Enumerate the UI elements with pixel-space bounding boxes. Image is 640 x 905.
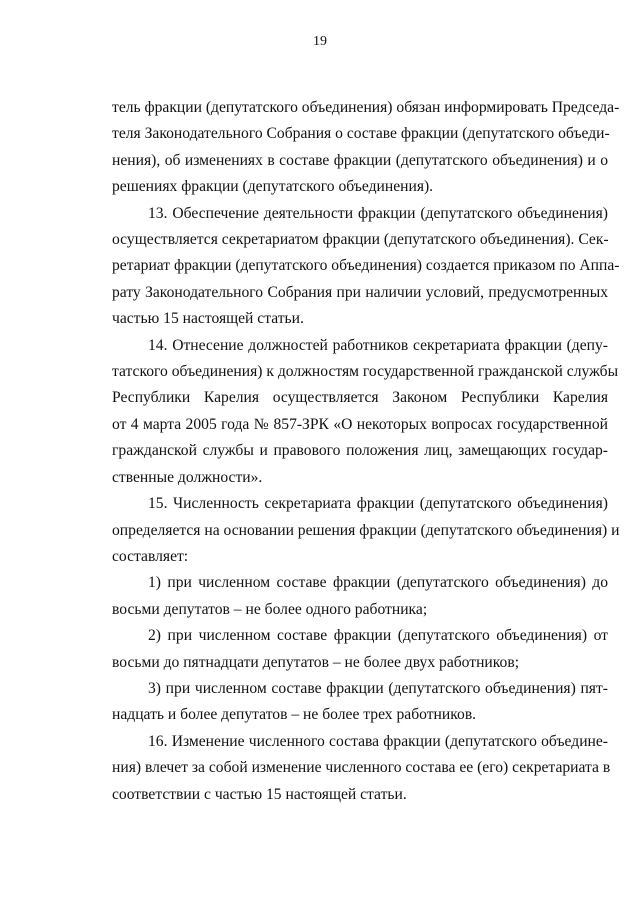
paragraph (112, 333, 619, 491)
paragraph (112, 729, 611, 808)
text-line: рату Законодательного Собрания при наличии условий, предусмотренных (112, 283, 608, 301)
text-line: 2) при численном составе фракции (депутатского объединения) от (148, 627, 608, 645)
text-line: 16. Изменение численного состава фракции (депутатского объедине- (148, 732, 608, 750)
text-line: 13. Обеспечение деятельности фракции (депутатского объединения) (148, 204, 608, 222)
text-line: осуществляется секретариатом фракции (депутатского объединения). Сек- (112, 231, 609, 249)
text-line: от 4 марта 2005 года № 857-ЗРК «О некоторых вопросах государственной (112, 415, 608, 433)
paragraph (112, 201, 620, 333)
text-line: ственные должности». (112, 468, 263, 486)
text-line: 14. Отнесение должностей работников секретариата фракции (депу- (148, 336, 608, 354)
text-line: восьми депутатов – не более одного работника; (112, 600, 428, 618)
text-line: 3) при численном составе фракции (депутатского объединения) пят- (148, 679, 608, 697)
text-line: ния) влечет за собой изменение численного состава ее (его) секретариата в (112, 759, 611, 777)
paragraph (112, 95, 620, 201)
text-line: 15. Численность секретариата фракции (депутатского объединения) (148, 495, 608, 513)
paragraph (112, 491, 620, 570)
text-line: восьми до пятнадцати депутатов – не более двух работников; (112, 653, 520, 671)
text-line: теля Законодательного Собрания о составе фракции (депутатского объеди- (112, 125, 610, 143)
text-line: частью 15 настоящей статьи. (112, 310, 304, 328)
text-line: соответствии с частью 15 настоящей статьи. (112, 785, 407, 803)
text-line: определяется на основании решения фракции (депутатского объединения) и (112, 521, 620, 539)
paragraph (112, 623, 608, 676)
text-line: составляет: (112, 547, 189, 565)
page-number: 19 (313, 34, 327, 49)
text-line: решениях фракции (депутатского объединения). (112, 178, 434, 196)
text-line: надцать и более депутатов – не более трех работников. (112, 706, 477, 724)
document-body (112, 95, 620, 808)
text-line: татского объединения) к должностям государственной гражданской службы (112, 363, 619, 381)
paragraph (112, 676, 608, 729)
text-line: 1) при численном составе фракции (депутатского объединения) до (148, 574, 608, 592)
text-line: ретариат фракции (депутатского объединения) создается приказом по Аппа- (112, 257, 620, 275)
text-line: Республики Карелия осуществляется Законом Республики Карелия (112, 389, 608, 407)
paragraph (112, 570, 608, 623)
text-line: нения), об изменениях в составе фракции (депутатского объединения) и о (112, 151, 608, 169)
text-line: тель фракции (депутатского объединения) обязан информировать Председа- (112, 99, 620, 116)
text-line: гражданской службы и правового положения лиц, замещающих государ- (112, 442, 608, 460)
